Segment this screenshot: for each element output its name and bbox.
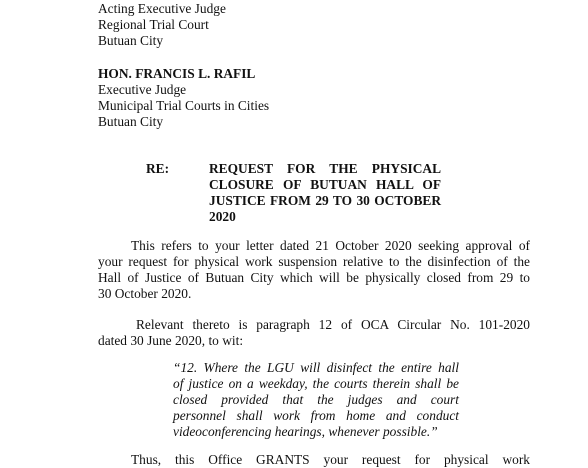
paragraph-circular-reference (98, 317, 530, 349)
addressee-name: HON. FRANCIS L. RAFIL (98, 66, 256, 81)
paragraph-line: Relevant thereto is paragraph 12 of OCA Circular No. 101-2020 (136, 317, 530, 332)
re-subject-line: REQUEST FOR THE PHYSICAL (209, 161, 441, 176)
paragraph-line: your request for physical work suspension relative to the disinfection of the (98, 254, 530, 269)
paragraph-line: Thus, this Office GRANTS your request for physical work (131, 452, 530, 467)
re-subject-line: 2020 (209, 209, 236, 224)
paragraph-line: This refers to your letter dated 21 October 2020 seeking approval of (131, 238, 530, 253)
quoted-circular-provision (173, 360, 459, 440)
quote-line: of justice on a weekday, the courts therein shall be (173, 376, 459, 391)
re-subject-line: CLOSURE OF BUTUAN HALL OF (209, 177, 441, 192)
addressee-city: Butuan City (98, 114, 164, 129)
paragraph-line: 30 October 2020. (98, 286, 192, 301)
quote-line: closed provided that the judges and court (173, 392, 459, 407)
top-signatory-block (98, 1, 226, 49)
addressee-title: Executive Judge (98, 82, 187, 97)
paragraph-grant (98, 452, 530, 468)
paragraph-line: Hall of Justice of Butuan City which will be physically closed from 29 to (98, 270, 530, 285)
top-block-city: Butuan City (98, 33, 164, 48)
top-block-title: Acting Executive Judge (98, 1, 226, 16)
paragraph-letter-reference (98, 238, 530, 302)
top-block-court: Regional Trial Court (98, 17, 209, 32)
re-label: RE: (146, 161, 170, 176)
quote-line: “12. Where the LGU will disinfect the entire hall (173, 360, 459, 375)
quote-line: videoconferencing hearings, whenever possible.” (173, 424, 438, 439)
quote-line: personnel shall work from home and conduct (173, 408, 459, 423)
addressee-court: Municipal Trial Courts in Cities (98, 98, 270, 113)
addressee-block (98, 66, 269, 130)
re-subject (209, 161, 441, 225)
re-subject-line: JUSTICE FROM 29 TO 30 OCTOBER (209, 193, 441, 208)
paragraph-line: dated 30 June 2020, to wit: (98, 333, 244, 348)
